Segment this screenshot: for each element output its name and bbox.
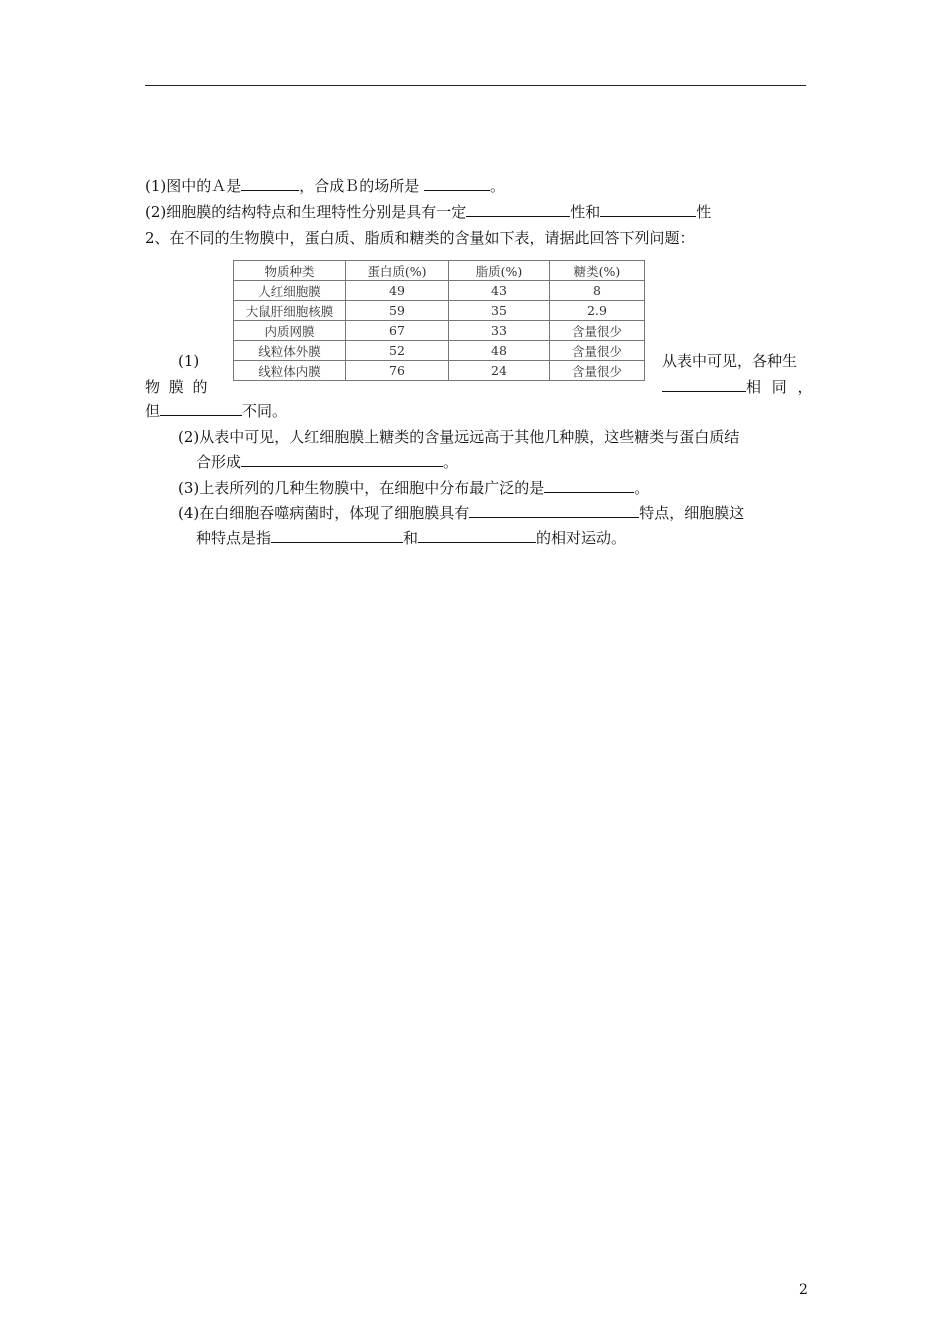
q1-line2 xyxy=(145,202,711,222)
table-row xyxy=(234,321,645,341)
table-cell: 2.9 xyxy=(550,301,645,321)
table-cell: 48 xyxy=(449,341,550,361)
sub3-text-a: (3)上表所列的几种生物膜中，在细胞中分布最广泛的是 xyxy=(178,479,545,497)
sub4-line2 xyxy=(196,528,626,548)
q1-text-b: ，合成Ｂ的场所是 xyxy=(299,177,425,195)
q1-line1 xyxy=(145,176,505,196)
sub1-same-text: 相 同 ， xyxy=(746,378,816,396)
sub1-right-text: 从表中可见，各种生 xyxy=(662,352,798,370)
sub2-text-b: 合形成 xyxy=(196,453,242,471)
table-cell: 含量很少 xyxy=(550,341,645,361)
blank-molecule-1 xyxy=(271,528,403,543)
table-header: 脂质(%) xyxy=(449,261,550,281)
sub4-text-e: 的相对运动。 xyxy=(536,529,627,547)
blank-same xyxy=(662,377,746,392)
table-cell: 52 xyxy=(346,341,449,361)
table-cell: 33 xyxy=(449,321,550,341)
sub2-line2 xyxy=(196,452,458,472)
q2-heading: 2、在不同的生物膜中，蛋白质、脂质和糖类的含量如下表，请据此回答下列问题： xyxy=(145,229,695,247)
sub4-text-c: 种特点是指 xyxy=(196,529,272,547)
blank-physiology xyxy=(600,202,696,217)
blank-structure xyxy=(466,202,570,217)
sub1-right-line2 xyxy=(662,377,816,397)
table-cell: 大鼠肝细胞核膜 xyxy=(234,301,346,321)
header-rule xyxy=(145,85,806,86)
sub3-line xyxy=(178,478,649,498)
table-header: 蛋白质(%) xyxy=(346,261,449,281)
table-header: 物质种类 xyxy=(234,261,346,281)
table-cell: 24 xyxy=(449,361,550,381)
table-row xyxy=(234,281,645,301)
blank-widest-membrane xyxy=(544,478,634,493)
page-number: 2 xyxy=(799,1282,808,1298)
blank-molecule-2 xyxy=(418,528,536,543)
membrane-composition-table xyxy=(233,260,645,381)
blank-b-site xyxy=(424,176,490,191)
table-row xyxy=(234,341,645,361)
sub1-left-text: 物 膜 的 xyxy=(145,378,210,396)
table-header-row xyxy=(234,261,645,281)
table-cell: 59 xyxy=(346,301,449,321)
blank-a xyxy=(241,176,299,191)
sub1-line3 xyxy=(145,401,287,421)
table-row xyxy=(234,301,645,321)
table-cell: 67 xyxy=(346,321,449,341)
q1-text-a: (1)图中的Ａ是 xyxy=(145,177,242,195)
table-cell: 内质网膜 xyxy=(234,321,346,341)
table-cell: 线粒体内膜 xyxy=(234,361,346,381)
q1-line2-text-a: (2)细胞膜的结构特点和生理特性分别是具有一定 xyxy=(145,203,467,221)
blank-different xyxy=(160,401,242,416)
table-cell: 76 xyxy=(346,361,449,381)
sub4-text-a: (4)在白细胞吞噬病菌时，体现了细胞膜具有 xyxy=(178,504,470,522)
table-cell: 35 xyxy=(449,301,550,321)
table-cell: 人红细胞膜 xyxy=(234,281,346,301)
table-row xyxy=(234,361,645,381)
q1-line2-text-b: 性和 xyxy=(570,203,601,221)
blank-fluidity xyxy=(469,503,639,518)
sub4-text-d: 和 xyxy=(403,529,419,547)
sub1-different-text: 不同。 xyxy=(242,402,288,420)
sub2-text-c: 。 xyxy=(443,453,459,471)
table-cell: 49 xyxy=(346,281,449,301)
table-header: 糖类(%) xyxy=(550,261,645,281)
sub3-text-b: 。 xyxy=(634,479,650,497)
sub1-but: 但 xyxy=(145,402,161,420)
table-cell: 含量很少 xyxy=(550,321,645,341)
table-cell: 43 xyxy=(449,281,550,301)
blank-glycoprotein xyxy=(241,452,443,467)
q1-line2-text-c: 性 xyxy=(696,203,712,221)
table-cell: 8 xyxy=(550,281,645,301)
table-cell: 含量很少 xyxy=(550,361,645,381)
sub2-line1: (2)从表中可见，人红细胞膜上糖类的含量远远高于其他几种膜，这些糖类与蛋白质结 xyxy=(178,428,740,446)
q1-text-c: 。 xyxy=(490,177,506,195)
sub1-number: (1) xyxy=(178,352,200,370)
table-cell: 线粒体外膜 xyxy=(234,341,346,361)
sub4-line1 xyxy=(178,503,744,523)
sub4-text-b: 特点，细胞膜这 xyxy=(639,504,745,522)
